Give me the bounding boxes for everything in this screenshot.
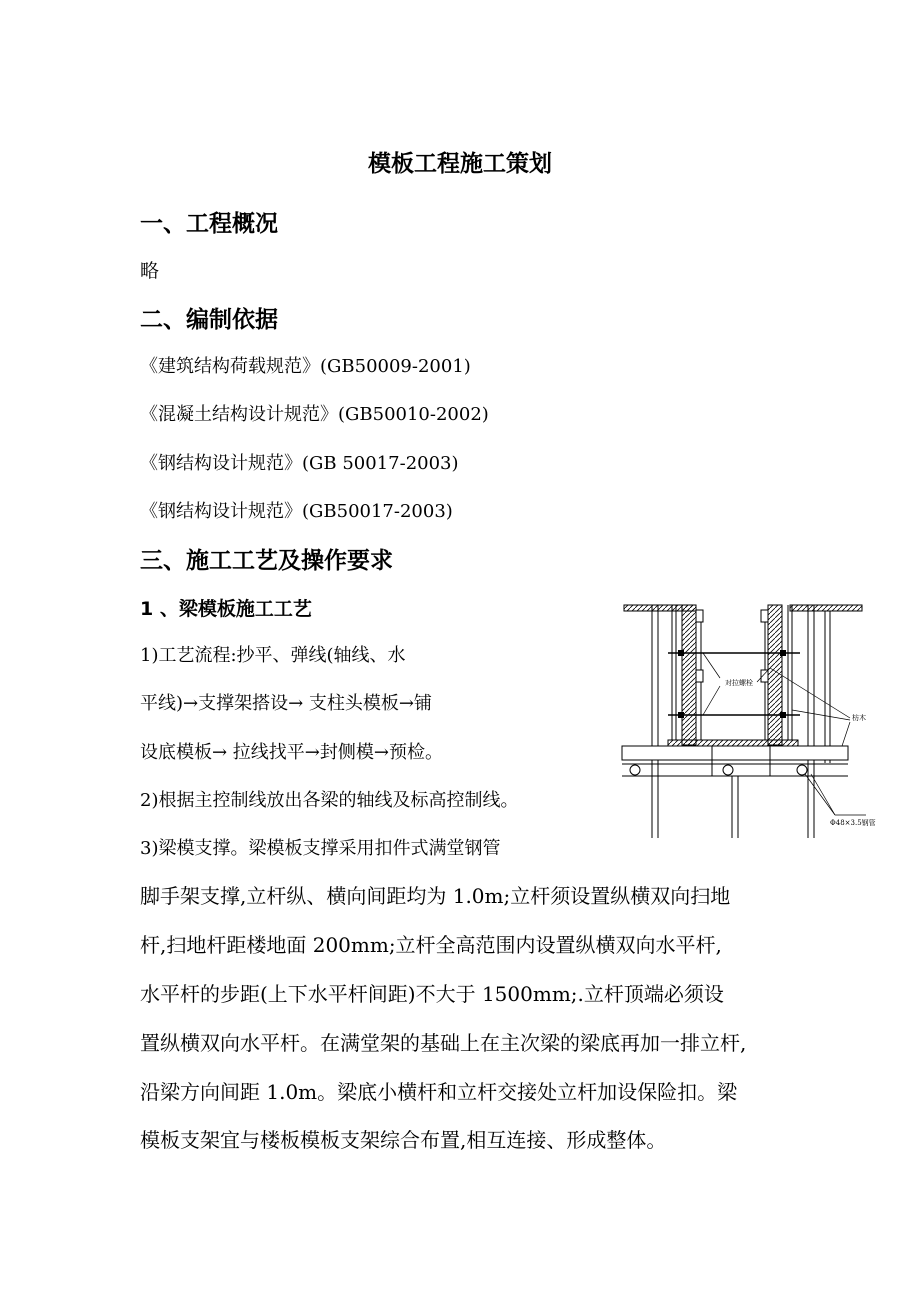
process-line: 平线)→支撑架搭设→ 支柱头模板→铺 [140,693,432,714]
paragraph-line: 模板支架宜与楼板模板支架综合布置,相互连接、形成整体。 [140,1128,667,1152]
document-title: 模板工程施工策划 [368,151,552,177]
reference-item: 《混凝土结构设计规范》(GB50010-2002) [140,404,489,425]
section-heading-basis: 二、编制依据 [140,307,278,333]
reference-item: 《钢结构设计规范》(GB50017-2003) [140,501,453,522]
subsection-heading-beam: 1 、梁模板施工工艺 [140,598,312,620]
steel-pipe-label: Φ48×3.5钢管 [830,819,876,827]
reference-item: 《建筑结构荷载规范》(GB50009-2001) [140,356,471,377]
paragraph-line: 置纵横双向水平杆。在满堂架的基础上在主次梁的梁底再加一排立杆, [140,1031,747,1055]
process-line: 1)工艺流程:抄平、弹线(轴线、水 [140,645,406,666]
paragraph-line: 杆,扫地杆距楼地面 200mm;立杆全高范围内设置纵横双向水平杆, [140,933,722,957]
process-line: 2)根据主控制线放出各梁的轴线及标高控制线。 [140,790,519,811]
timber-label: 枋木 [852,714,866,722]
section-heading-process: 三、施工工艺及操作要求 [140,548,393,574]
paragraph-line: 脚手架支撑,立杆纵、横向间距均为 1.0m;立杆须设置纵横双向扫地 [140,884,731,908]
beam-bottom-form [668,740,798,746]
beam-formwork-diagram [620,598,876,840]
right-slab-formwork [790,605,862,611]
reference-item: 《钢结构设计规范》(GB 50017-2003) [140,453,459,474]
paragraph-line: 水平杆的步距(上下水平杆间距)不大于 1500mm;.立杆顶端必须设 [140,982,724,1006]
right-beam-side-form [768,605,782,745]
process-line: 设底模板→ 拉线找平→封侧模→预检。 [140,742,443,763]
paragraph-line: 沿梁方向间距 1.0m。梁底小横杆和立杆交接处立杆加设保险扣。梁 [140,1080,738,1104]
timber-joist [622,746,848,760]
tie-bolt-label: 对拉螺栓 [725,679,753,687]
process-line: 3)梁模支撑。梁模板支撑采用扣件式满堂钢管 [140,838,501,859]
overview-text: 略 [140,260,160,282]
section-heading-overview: 一、工程概况 [140,211,278,237]
left-beam-side-form [682,605,696,745]
